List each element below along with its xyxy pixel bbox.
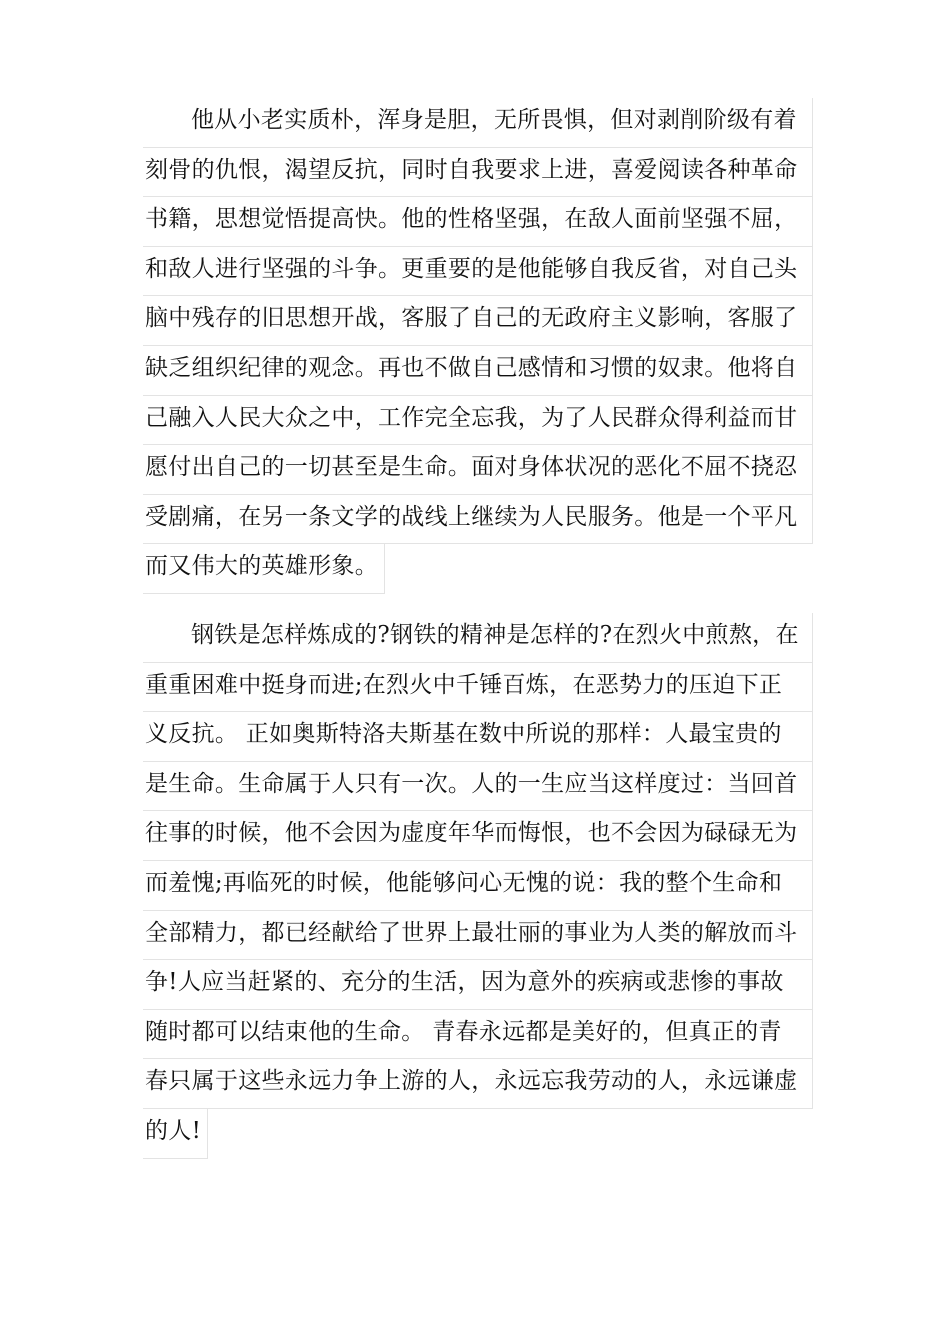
text-line: 缺乏组织纪律的观念。再也不做自己感情和习惯的奴隶。他将自 [143, 346, 813, 396]
text-line: 刻骨的仇恨，渴望反抗，同时自我要求上进，喜爱阅读各种革命 [143, 148, 813, 198]
text-line: 而又伟大的英雄形象。 [143, 544, 385, 594]
text-line: 和敌人进行坚强的斗争。更重要的是他能够自我反省，对自己头 [143, 247, 813, 297]
paragraph-1 [143, 98, 813, 594]
text-line: 己融入人民大众之中，工作完全忘我，为了人民群众得利益而甘 [143, 396, 813, 446]
text-line: 重重困难中挺身而进;在烈火中千锤百炼，在恶势力的压迫下正 [143, 663, 813, 713]
text-line: 义反抗。 正如奥斯特洛夫斯基在数中所说的那样：人最宝贵的 [143, 712, 813, 762]
paragraph-2 [143, 613, 813, 1159]
text-line: 争!人应当赶紧的、充分的生活，因为意外的疾病或悲惨的事故 [143, 960, 813, 1010]
text-line: 钢铁是怎样炼成的?钢铁的精神是怎样的?在烈火中煎熬，在 [143, 613, 813, 663]
text-line: 春只属于这些永远力争上游的人，永远忘我劳动的人，永远谦虚 [143, 1059, 813, 1109]
text-line: 而羞愧;再临死的时候，他能够问心无愧的说：我的整个生命和 [143, 861, 813, 911]
text-line: 的人! [143, 1109, 208, 1159]
text-line: 愿付出自己的一切甚至是生命。面对身体状况的恶化不屈不挠忍 [143, 445, 813, 495]
text-line: 脑中残存的旧思想开战，客服了自己的无政府主义影响，客服了 [143, 296, 813, 346]
text-line: 随时都可以结束他的生命。 青春永远都是美好的，但真正的青 [143, 1010, 813, 1060]
text-line: 往事的时候，他不会因为虚度年华而悔恨，也不会因为碌碌无为 [143, 811, 813, 861]
text-line: 受剧痛，在另一条文学的战线上继续为人民服务。他是一个平凡 [143, 495, 813, 545]
text-line: 书籍，思想觉悟提高快。他的性格坚强，在敌人面前坚强不屈， [143, 197, 813, 247]
text-line: 是生命。生命属于人只有一次。人的一生应当这样度过：当回首 [143, 762, 813, 812]
text-line: 全部精力，都已经献给了世界上最壮丽的事业为人类的解放而斗 [143, 911, 813, 961]
text-line: 他从小老实质朴，浑身是胆，无所畏惧，但对剥削阶级有着 [143, 98, 813, 148]
